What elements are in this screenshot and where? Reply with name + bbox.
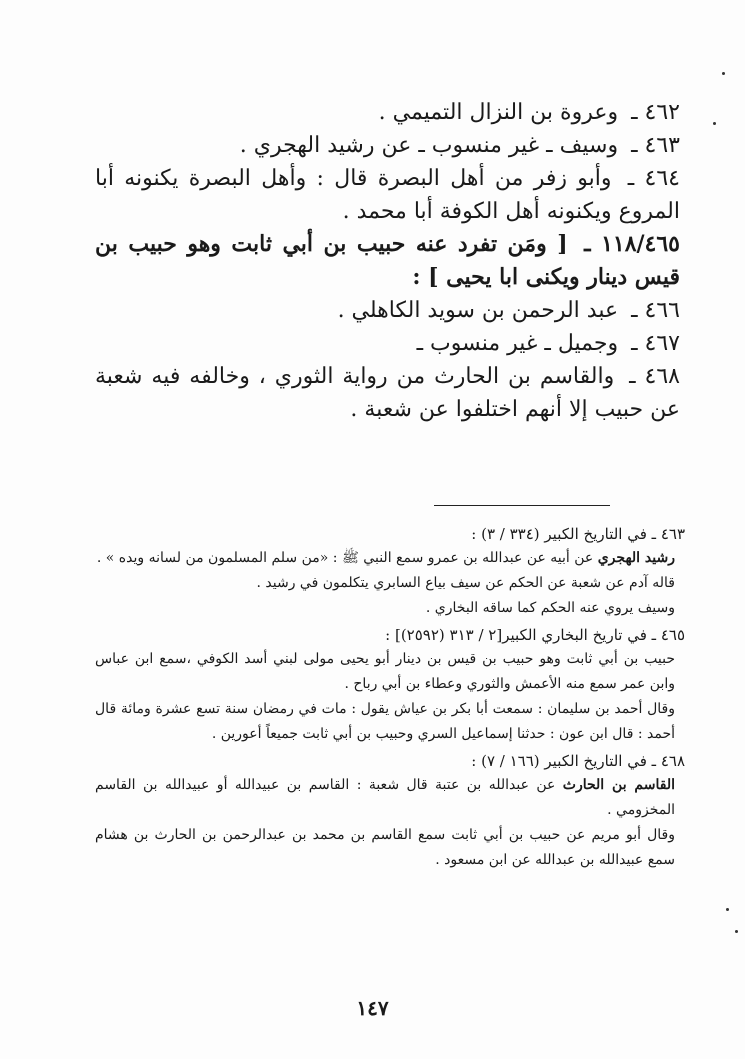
footnote-line bbox=[95, 571, 685, 596]
entry-468 bbox=[95, 360, 680, 426]
footnote-text: حبيب بن أبي ثابت وهو حبيب بن قيس بن دينار أبو يحيى مولى لبني أسد الكوفي ،سمع ابن عباس وابن عمر سمع منه الأعمش والثوري وعطاء بن أبي رباح . bbox=[95, 651, 675, 692]
footnote-line bbox=[95, 823, 685, 873]
entry-number: ٤٦٤ ـ bbox=[627, 166, 680, 191]
entry-number: ٤٦٧ ـ bbox=[631, 331, 680, 356]
scan-speck bbox=[735, 930, 738, 933]
scan-speck bbox=[726, 908, 729, 911]
footnote-text: عن عبدالله بن عتبة قال شعبة : القاسم بن عبيدالله أو عبيدالله بن القاسم المخزومي . bbox=[95, 777, 675, 818]
entry-text: وأبو زفر من أهل البصرة قال : وأهل البصرة يكنونه أبا المروع ويكنونه أهل الكوفة أبا محمد . bbox=[95, 166, 680, 224]
footnote-heading: ٤٦٨ ـ في التاريخ الكبير (١٦٦ / ٧) : bbox=[471, 752, 685, 770]
footnote-divider bbox=[434, 505, 610, 506]
entry-text: عبد الرحمن بن سويد الكاهلي . bbox=[337, 298, 619, 323]
entry-464 bbox=[95, 162, 680, 228]
footnote-line bbox=[95, 647, 685, 697]
entry-number: ١١٨/٤٦٥ ـ bbox=[584, 231, 680, 257]
footnote-bold-name: رشيد الهجري bbox=[597, 550, 675, 566]
entry-text: والقاسم بن الحارث من رواية الثوري ، وخالفه فيه شعبة عن حبيب إلا أنهم اختلفوا عن شعبة . bbox=[95, 364, 680, 422]
footnote-bold-name: القاسم بن الحارث bbox=[562, 777, 675, 793]
entry-number: ٤٦٢ ـ bbox=[631, 100, 680, 125]
footnote-line bbox=[95, 596, 685, 621]
entry-number: ٤٦٣ ـ bbox=[631, 133, 680, 158]
footnote-463 bbox=[95, 522, 685, 621]
footnote-468 bbox=[95, 749, 685, 873]
entry-number: ٤٦٦ ـ bbox=[631, 298, 680, 323]
entry-462 bbox=[95, 96, 680, 129]
page-number: ١٤٧ bbox=[356, 996, 389, 1020]
footnote-text: وقال أبو مريم عن حبيب بن أبي ثابت سمع القاسم بن محمد بن عبدالرحمن بن الحارث بن هشام سمع عبيدالله بن عبدالله عن ابن مسعود . bbox=[95, 827, 675, 868]
entry-467 bbox=[95, 327, 680, 360]
footnote-465 bbox=[95, 623, 685, 747]
footnote-line bbox=[95, 773, 685, 823]
footnote-text: عن أبيه عن عبدالله بن عمرو سمع النبي ﷺ : «من سلم المسلمون من لسانه ويده » . bbox=[96, 550, 598, 566]
footnotes bbox=[95, 520, 685, 873]
footnote-heading: ٤٦٥ ـ في تاريخ البخاري الكبير[٢ / ٣١٣ (٢٥٩٢)] : bbox=[385, 626, 685, 644]
footnote-text: قاله آدم عن شعبة عن الحكم عن سيف بياع السابري يتكلمون في رشيد . bbox=[256, 575, 675, 591]
entry-text: وعروة بن النزال التميمي . bbox=[378, 100, 619, 125]
footnote-line bbox=[95, 546, 685, 571]
entry-463 bbox=[95, 129, 680, 162]
main-text bbox=[95, 96, 680, 426]
footnote-line bbox=[95, 697, 685, 747]
scan-speck bbox=[722, 72, 725, 75]
scan-speck bbox=[713, 122, 716, 125]
entry-465-heading bbox=[95, 228, 680, 294]
entry-466 bbox=[95, 294, 680, 327]
footnote-heading: ٤٦٣ ـ في التاريخ الكبير (٣٣٤ / ٣) : bbox=[471, 525, 685, 543]
footnote-text: وسيف يروي عنه الحكم كما ساقه البخاري . bbox=[425, 600, 675, 616]
entry-text: [ ومَن تفرد عنه حبيب بن أبي ثابت وهو حبيب بن قيس دينار ويكنى ابا يحيى ] : bbox=[95, 231, 680, 290]
footnote-text: وقال أحمد بن سليمان : سمعت أبا بكر بن عياش يقول : مات في رمضان سنة تسع عشرة ومائة قال أحمد : قال ابن عون : حدثنا إسماعيل السري وحبيب بن أبي ثابت جميعاً أعورين . bbox=[95, 701, 675, 742]
entry-text: وجميل ـ غير منسوب ـ bbox=[416, 331, 619, 356]
entry-text: وسيف ـ غير منسوب ـ عن رشيد الهجري . bbox=[239, 133, 619, 158]
entry-number: ٤٦٨ ـ bbox=[629, 364, 680, 389]
